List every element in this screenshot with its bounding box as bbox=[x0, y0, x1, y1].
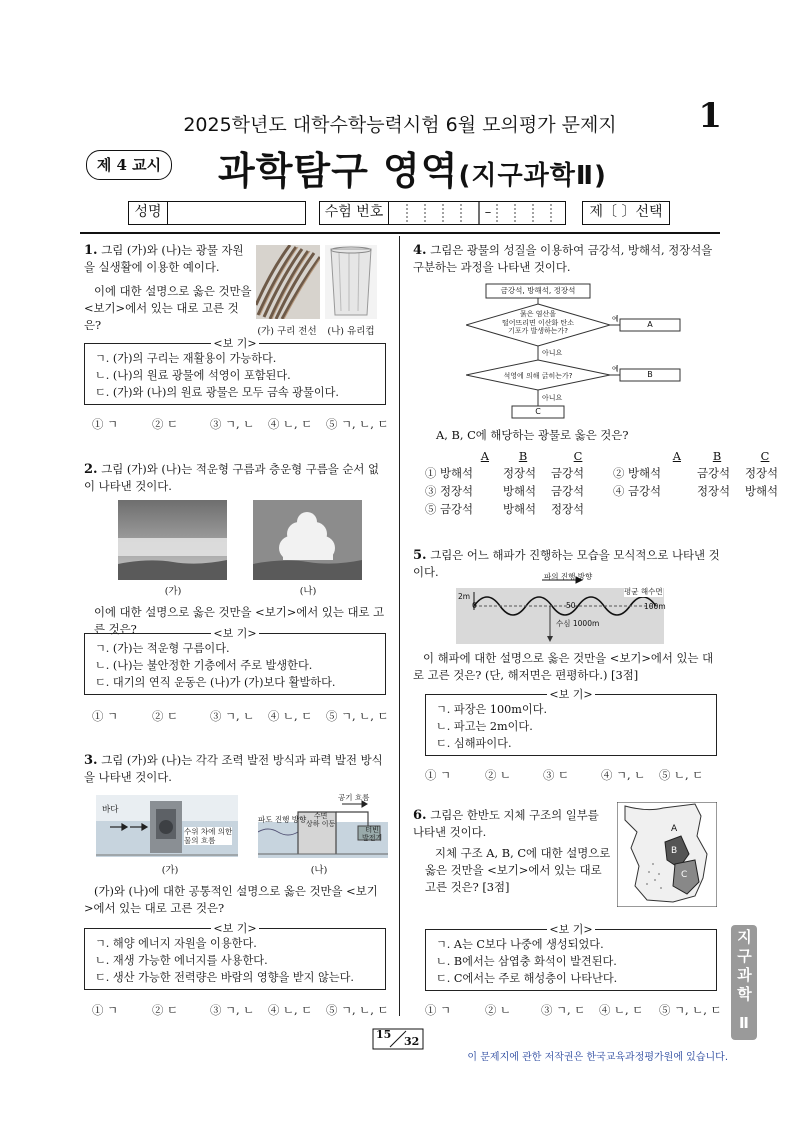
q1-choice[interactable]: ③ ㄱ, ㄴ bbox=[210, 417, 255, 431]
q6-map-label-a: A bbox=[671, 824, 678, 834]
q3-bogi-title: <보 기> bbox=[213, 922, 257, 935]
q3b-label-air: 공기 흐름 bbox=[338, 793, 370, 802]
q1-bogi-title: <보 기> bbox=[213, 337, 257, 350]
flow-box-c: C bbox=[535, 407, 541, 416]
q5-bogi-item: ㄷ. 심해파이다. bbox=[436, 737, 512, 750]
q6-bogi-item: ㄷ. C에서는 주로 해성층이 나타난다. bbox=[436, 972, 618, 985]
flow-yes-1: 예 bbox=[612, 315, 619, 323]
copyright-notice: 이 문제지에 관한 저작권은 한국교육과정평가원에 있습니다. bbox=[467, 1052, 728, 1063]
subject-title bbox=[218, 140, 607, 195]
q5-bogi-item: ㄴ. 파고는 2m이다. bbox=[436, 720, 533, 733]
q5-label-amp: 2m bbox=[458, 592, 471, 601]
q2-choice[interactable]: ③ ㄱ, ㄴ bbox=[210, 709, 255, 723]
q3-bogi-item: ㄴ. 재생 가능한 에너지를 사용한다. bbox=[95, 954, 268, 967]
q3-choices bbox=[92, 1002, 389, 1018]
q1-stem bbox=[84, 242, 254, 276]
flow-decision-1: 묽은 염산을 떨어뜨리면 이산화 탄소 기포가 발생하는가? bbox=[501, 310, 575, 335]
q2-bogi-item: ㄷ. 대기의 연직 운동은 (나)가 (가)보다 활발하다. bbox=[95, 676, 336, 689]
q3-bogi-item: ㄱ. 해양 에너지 자원을 이용한다. bbox=[95, 937, 257, 950]
q3a-label-sea: 바다 bbox=[102, 805, 119, 815]
q6-bogi-item: ㄴ. B에서는 삼엽충 화석이 발견된다. bbox=[436, 955, 617, 968]
q3-choice[interactable]: ③ ㄱ, ㄴ bbox=[210, 1003, 255, 1017]
q6-map-label-c: C bbox=[681, 870, 688, 880]
q3-choice[interactable]: ⑤ ㄱ, ㄴ, ㄷ bbox=[326, 1003, 389, 1017]
subject-side-tab: 지구과학 Ⅱ bbox=[731, 925, 757, 1040]
q2-choices bbox=[92, 708, 389, 724]
exam-no-field[interactable] bbox=[388, 201, 566, 225]
q6-choice[interactable]: ⑤ ㄱ, ㄴ, ㄷ bbox=[659, 1003, 722, 1017]
q5-label-direction: 파의 진행 방향 bbox=[544, 572, 593, 581]
q5-bogi-title: <보 기> bbox=[549, 688, 593, 701]
tidal-power-diagram bbox=[96, 795, 238, 857]
q6-choice[interactable]: ② ㄴ bbox=[485, 1003, 512, 1017]
choice-label: 제〔 〕선택 bbox=[582, 201, 670, 225]
q3-choice[interactable]: ④ ㄴ, ㄷ bbox=[268, 1003, 313, 1017]
q5-label-mean: 평균 해수면 bbox=[624, 587, 663, 596]
q2-choice[interactable]: ④ ㄴ, ㄷ bbox=[268, 709, 313, 723]
q5-choice[interactable]: ④ ㄱ, ㄴ bbox=[601, 768, 646, 782]
q6-bogi-item: ㄱ. A는 C보다 나중에 생성되었다. bbox=[436, 938, 604, 951]
name-label: 성명 bbox=[128, 201, 168, 225]
flow-box-b: B bbox=[647, 370, 653, 379]
flow-box-a: A bbox=[647, 320, 653, 329]
flow-no-1: 아니요 bbox=[542, 349, 563, 357]
flow-no-2: 아니요 bbox=[542, 394, 563, 402]
q4-head: C bbox=[760, 449, 770, 463]
q1-bogi-item: ㄴ. (나)의 원료 광물에 석영이 포함된다. bbox=[95, 369, 291, 382]
q1-bogi-item: ㄷ. (가)와 (나)의 원료 광물은 모두 금속 광물이다. bbox=[95, 386, 339, 399]
q4-head: B bbox=[712, 449, 722, 463]
q3-stem-text: 그림 (가)와 (나)는 각각 조력 발전 방식과 파력 발전 방식을 나타낸 것이다. bbox=[84, 753, 383, 784]
q6-choices bbox=[425, 1002, 722, 1018]
column-divider bbox=[399, 236, 400, 1016]
q6-map-label-b: B bbox=[671, 846, 678, 856]
q1-caption-a: (가) 구리 전선 bbox=[257, 326, 317, 337]
q5-bogi-item: ㄱ. 파장은 100m이다. bbox=[436, 703, 548, 716]
name-field[interactable] bbox=[167, 201, 306, 225]
q4-head: A bbox=[480, 449, 489, 463]
q1-stem-text: 그림 (가)와 (나)는 광물 자원을 실생활에 이용한 예이다. bbox=[84, 243, 244, 274]
q3-stem bbox=[84, 752, 386, 786]
q5-choice[interactable]: ③ ㄷ bbox=[543, 768, 570, 782]
q5-choice[interactable]: ② ㄴ bbox=[485, 768, 512, 782]
q1-choice[interactable]: ⑤ ㄱ, ㄴ, ㄷ bbox=[326, 417, 389, 431]
flow-start: 금강석, 방해석, 정장석 bbox=[500, 286, 576, 295]
q3-question: (가)와 (나)에 대한 공통적인 설명으로 옳은 것만을 <보기>에서 있는 대로 고른 것은? bbox=[84, 884, 378, 915]
q6-choice[interactable]: ④ ㄴ, ㄷ bbox=[599, 1003, 644, 1017]
exam-no-dash: – bbox=[484, 205, 492, 220]
q2-stem bbox=[84, 461, 386, 495]
q4-row[interactable]: ③ 정장석 방해석 금강석 ④ 금강석 정장석 방해석 bbox=[425, 484, 779, 498]
q2-stem-text: 그림 (가)와 (나)는 적운형 구름과 층운형 구름을 순서 없이 나타낸 것이다. bbox=[84, 462, 380, 493]
q2-bogi-title: <보 기> bbox=[213, 627, 257, 640]
q3-caption-a: (가) bbox=[161, 865, 179, 876]
q6-bogi-box bbox=[425, 923, 717, 991]
q2-caption-a: (가) bbox=[164, 586, 182, 597]
q3-number: 3. bbox=[84, 753, 98, 768]
q5-stem-text: 그림은 어느 해파가 진행하는 모습을 모식적으로 나타낸 것이다. bbox=[413, 548, 720, 579]
q3b-label-turbine: 터빈 발전기 bbox=[362, 826, 383, 842]
q2-bogi-item: ㄴ. (나)는 불안정한 기층에서 주로 발생한다. bbox=[95, 659, 313, 672]
q5-number: 5. bbox=[413, 548, 427, 563]
q1-number: 1. bbox=[84, 243, 98, 258]
q4-question: A, B, C에 해당하는 광물로 옳은 것은? bbox=[436, 428, 629, 442]
q1-bogi-item: ㄱ. (가)의 구리는 재활용이 가능하다. bbox=[95, 352, 277, 365]
wave-diagram bbox=[456, 570, 664, 644]
page-current: 15 bbox=[376, 1028, 392, 1041]
q5-label-hundred: 100m bbox=[644, 602, 666, 611]
q2-question: 이에 대한 설명으로 옳은 것만을 <보기>에서 있는 대로 고른 것은? bbox=[94, 605, 385, 636]
q3-choice[interactable]: ② ㄷ bbox=[152, 1003, 179, 1017]
q6-choice[interactable]: ① ㄱ bbox=[425, 1003, 452, 1017]
q6-stem bbox=[413, 807, 613, 841]
page-fraction bbox=[372, 1028, 424, 1050]
q2-choice[interactable]: ② ㄷ bbox=[152, 709, 179, 723]
korea-tectonic-map bbox=[617, 802, 717, 907]
stratus-cloud-image bbox=[118, 500, 227, 580]
q5-choice[interactable]: ① ㄱ bbox=[425, 768, 452, 782]
q4-stem bbox=[413, 242, 717, 276]
subject-sub: (지구과학Ⅱ) bbox=[458, 161, 607, 191]
mineral-flowchart bbox=[466, 282, 688, 420]
cumulus-cloud-image bbox=[253, 500, 362, 580]
q4-stem-text: 그림은 광물의 성질을 이용하여 금강석, 방해석, 정장석을 구분하는 과정을 나타낸 것이다. bbox=[413, 243, 713, 274]
q3b-label-wave: 파도 진행 방향 bbox=[258, 815, 307, 824]
q4-head: C bbox=[573, 449, 583, 463]
q5-choice[interactable]: ⑤ ㄴ, ㄷ bbox=[659, 768, 704, 782]
wave-power-diagram bbox=[258, 792, 388, 858]
q1-choice[interactable]: ① ㄱ bbox=[92, 417, 119, 431]
exam-title: 2025학년도 대학수학능력시험 6월 모의평가 문제지 bbox=[183, 114, 617, 136]
q6-stem-text: 그림은 한반도 지체 구조의 일부를 나타낸 것이다. bbox=[413, 808, 599, 839]
q4-head: A bbox=[672, 449, 681, 463]
flow-yes-2: 예 bbox=[612, 365, 619, 373]
q1-bogi-box bbox=[84, 337, 386, 405]
q3-bogi-box bbox=[84, 922, 386, 990]
q5-label-depth: 수심 1000m bbox=[556, 619, 600, 628]
q3-bogi-item: ㄷ. 생산 가능한 전력량은 바람의 영향을 받지 않는다. bbox=[95, 971, 354, 984]
q3-caption-b: (나) bbox=[310, 865, 328, 876]
glass-cup-image bbox=[325, 245, 377, 319]
q4-row[interactable]: ① 방해석 정장석 금강석 ② 방해석 금강석 정장석 bbox=[425, 466, 779, 480]
q4-head: B bbox=[518, 449, 528, 463]
q3b-label-surface: 수면 상하 이동 bbox=[306, 812, 336, 828]
q4-answer-table bbox=[425, 448, 793, 518]
q5-bogi-box bbox=[425, 688, 717, 756]
q4-number: 4. bbox=[413, 243, 427, 258]
q2-caption-b: (나) bbox=[299, 586, 317, 597]
q5-choices bbox=[425, 767, 703, 783]
q6-question: 지체 구조 A, B, C에 대한 설명으로 옳은 것만을 <보기>에서 있는 대로 고른 것은? [3점] bbox=[425, 846, 611, 894]
q1-caption-b: (나) 유리컵 bbox=[327, 326, 375, 337]
q6-bogi-title: <보 기> bbox=[549, 923, 593, 936]
q5-label-zero: 0 bbox=[472, 601, 477, 610]
exam-no-label: 수험 번호 bbox=[319, 201, 389, 225]
q1-choice[interactable]: ④ ㄴ, ㄷ bbox=[268, 417, 313, 431]
header-rule bbox=[80, 232, 720, 234]
q2-choice[interactable]: ① ㄱ bbox=[92, 709, 119, 723]
copper-wire-image bbox=[256, 245, 320, 319]
q2-choice[interactable]: ⑤ ㄱ, ㄴ, ㄷ bbox=[326, 709, 389, 723]
q2-bogi-item: ㄱ. (가)는 적운형 구름이다. bbox=[95, 642, 230, 655]
subject-main: 과학탐구 영역 bbox=[218, 149, 459, 193]
flow-decision-2: 석영에 의해 긁히는가? bbox=[503, 372, 573, 380]
q6-number: 6. bbox=[413, 808, 427, 823]
q2-bogi-box bbox=[84, 627, 386, 695]
q5-question: 이 해파에 대한 설명으로 옳은 것만을 <보기>에서 있는 대로 고른 것은? (단, 해저면은 편평하다.) [3점] bbox=[413, 651, 714, 682]
q1-choices bbox=[92, 416, 389, 432]
page-number: 1 bbox=[698, 96, 722, 136]
q2-number: 2. bbox=[84, 462, 98, 477]
q6-choice[interactable]: ③ ㄱ, ㄷ bbox=[541, 1003, 586, 1017]
page-total: 32 bbox=[404, 1035, 420, 1048]
q1-question: 이에 대한 설명으로 옳은 것만을 <보기>에서 있는 대로 고른 것은? bbox=[84, 284, 252, 332]
q4-row[interactable]: ⑤ 금강석 방해석 정장석 bbox=[425, 502, 585, 516]
q1-choice[interactable]: ② ㄷ bbox=[152, 417, 179, 431]
q3a-label-flow: 수위 차에 의한 물의 흐름 bbox=[184, 827, 233, 845]
q3-choice[interactable]: ① ㄱ bbox=[92, 1003, 119, 1017]
q5-label-fifty: 50 bbox=[566, 601, 576, 610]
session-badge: 제 4 교시 bbox=[86, 150, 172, 180]
